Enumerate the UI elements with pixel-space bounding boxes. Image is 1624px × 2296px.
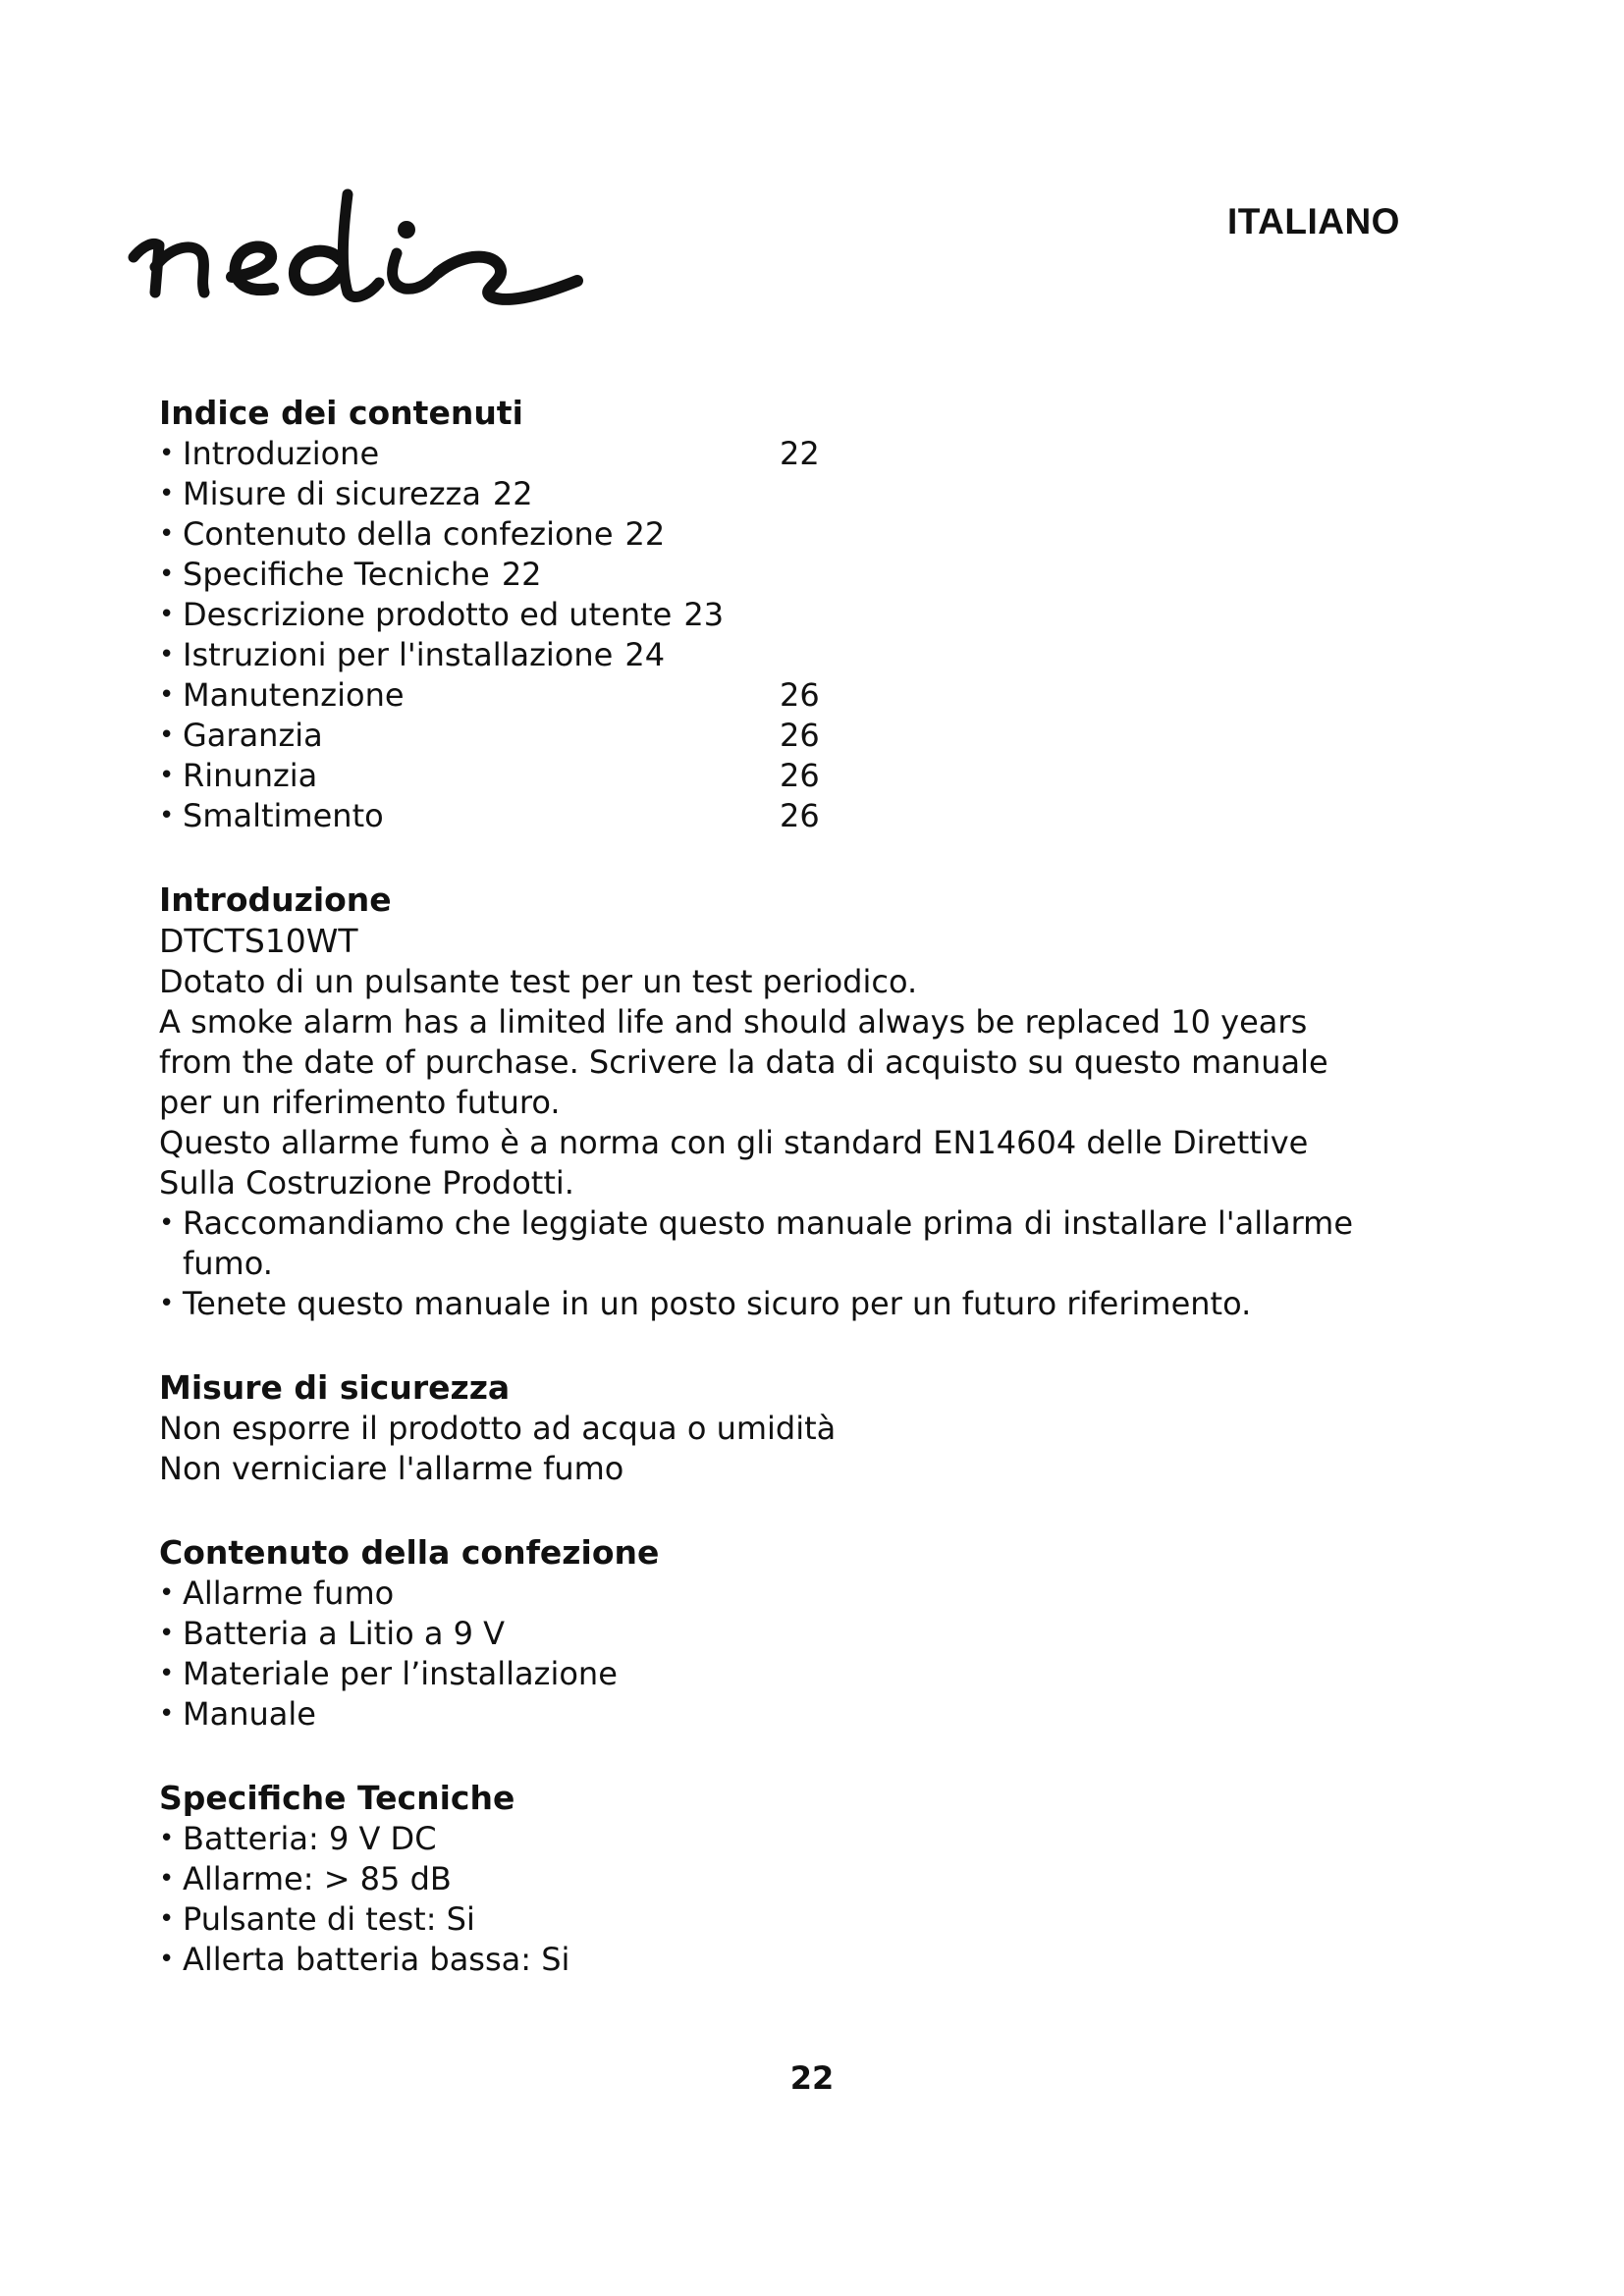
toc-item[interactable]	[159, 514, 1367, 555]
toc-item-label: • Garanzia	[183, 717, 323, 754]
page-number: 22	[789, 2059, 835, 2097]
nedis-logo	[126, 187, 587, 314]
toc-item-page: 22	[780, 435, 820, 472]
toc-item-label: • Specifiche Tecniche	[183, 556, 490, 593]
intro-paragraph: Dotato di un pulsante test per un test periodico.	[159, 963, 918, 1000]
package-heading: Contenuto della confezione	[159, 1533, 660, 1572]
intro-bullets	[159, 1203, 1367, 1324]
toc-item-page: 22	[492, 475, 533, 512]
package-item: • Manuale	[159, 1694, 1367, 1735]
safety-line: Non esporre il prodotto ad acqua o umidità	[159, 1410, 837, 1447]
toc-item[interactable]	[159, 635, 1367, 675]
toc-item[interactable]	[159, 595, 1367, 635]
toc-item[interactable]	[159, 675, 1367, 716]
intro-heading: Introduzione	[159, 881, 392, 919]
specs-heading: Specifiche Tecniche	[159, 1779, 515, 1817]
model-number: DTCTS10WT	[159, 922, 358, 960]
spec-item: • Batteria: 9 V DC	[159, 1819, 1367, 1859]
safety-section	[159, 1367, 1367, 1489]
intro-bullet: • Raccomandiamo che leggiate questo manuale prima di installare l'allarme fumo.	[159, 1203, 1367, 1284]
safety-heading: Misure di sicurezza	[159, 1368, 511, 1407]
toc-item-page: 26	[780, 797, 820, 834]
spec-item: • Allerta batteria bassa: Si	[159, 1940, 1367, 1980]
toc-item[interactable]	[159, 756, 1367, 796]
toc-item-label: • Misure di sicurezza	[183, 475, 481, 512]
toc-item[interactable]	[159, 796, 1367, 836]
toc-section	[159, 393, 1367, 836]
toc-item[interactable]	[159, 555, 1367, 595]
toc-item[interactable]	[159, 716, 1367, 756]
package-section	[159, 1532, 1367, 1735]
toc-item-page: 22	[501, 556, 542, 593]
toc-item-label: • Smaltimento	[183, 797, 384, 834]
package-list	[159, 1574, 1367, 1735]
intro-bullet: • Tenete questo manuale in un posto sicuro per un futuro riferimento.	[159, 1284, 1367, 1324]
spec-item: • Pulsante di test: Si	[159, 1899, 1367, 1940]
toc-list	[159, 434, 1367, 836]
language-label: ITALIANO	[1227, 201, 1400, 241]
safety-line: Non verniciare l'allarme fumo	[159, 1450, 624, 1487]
toc-item[interactable]	[159, 474, 1367, 514]
spec-item: • Allarme: > 85 dB	[159, 1859, 1367, 1899]
page-content	[159, 393, 1367, 1980]
intro-paragraph: A smoke alarm has a limited life and should always be replaced 10 years from the date of purchase. Scrivere la data di acquisto su questo manuale per un riferimento futuro.	[159, 1003, 1328, 1121]
toc-item[interactable]	[159, 434, 1367, 474]
toc-heading: Indice dei contenuti	[159, 394, 523, 432]
package-item: • Batteria a Litio a 9 V	[159, 1614, 1367, 1654]
specs-list	[159, 1819, 1367, 1980]
toc-item-page: 26	[780, 676, 820, 714]
toc-item-page: 26	[780, 757, 820, 794]
intro-paragraph: Questo allarme fumo è a norma con gli standard EN14604 delle Direttive Sulla Costruzione Prodotti.	[159, 1124, 1309, 1201]
package-item: • Allarme fumo	[159, 1574, 1367, 1614]
toc-item-page: 26	[780, 717, 820, 754]
logo-dot-i	[398, 221, 415, 239]
toc-item-label: • Rinunzia	[183, 757, 318, 794]
toc-item-label: • Introduzione	[183, 435, 380, 472]
toc-item-label: • Contenuto della confezione	[183, 515, 614, 553]
specs-section	[159, 1778, 1367, 1980]
toc-item-page: 24	[624, 636, 666, 673]
toc-item-label: • Descrizione prodotto ed utente	[183, 596, 673, 633]
toc-item-label: • Istruzioni per l'installazione	[183, 636, 614, 673]
intro-section	[159, 880, 1367, 1324]
toc-item-page: 23	[683, 596, 725, 633]
toc-item-label: • Manutenzione	[183, 676, 405, 714]
toc-item-page: 22	[624, 515, 666, 553]
package-item: • Materiale per l’installazione	[159, 1654, 1367, 1694]
